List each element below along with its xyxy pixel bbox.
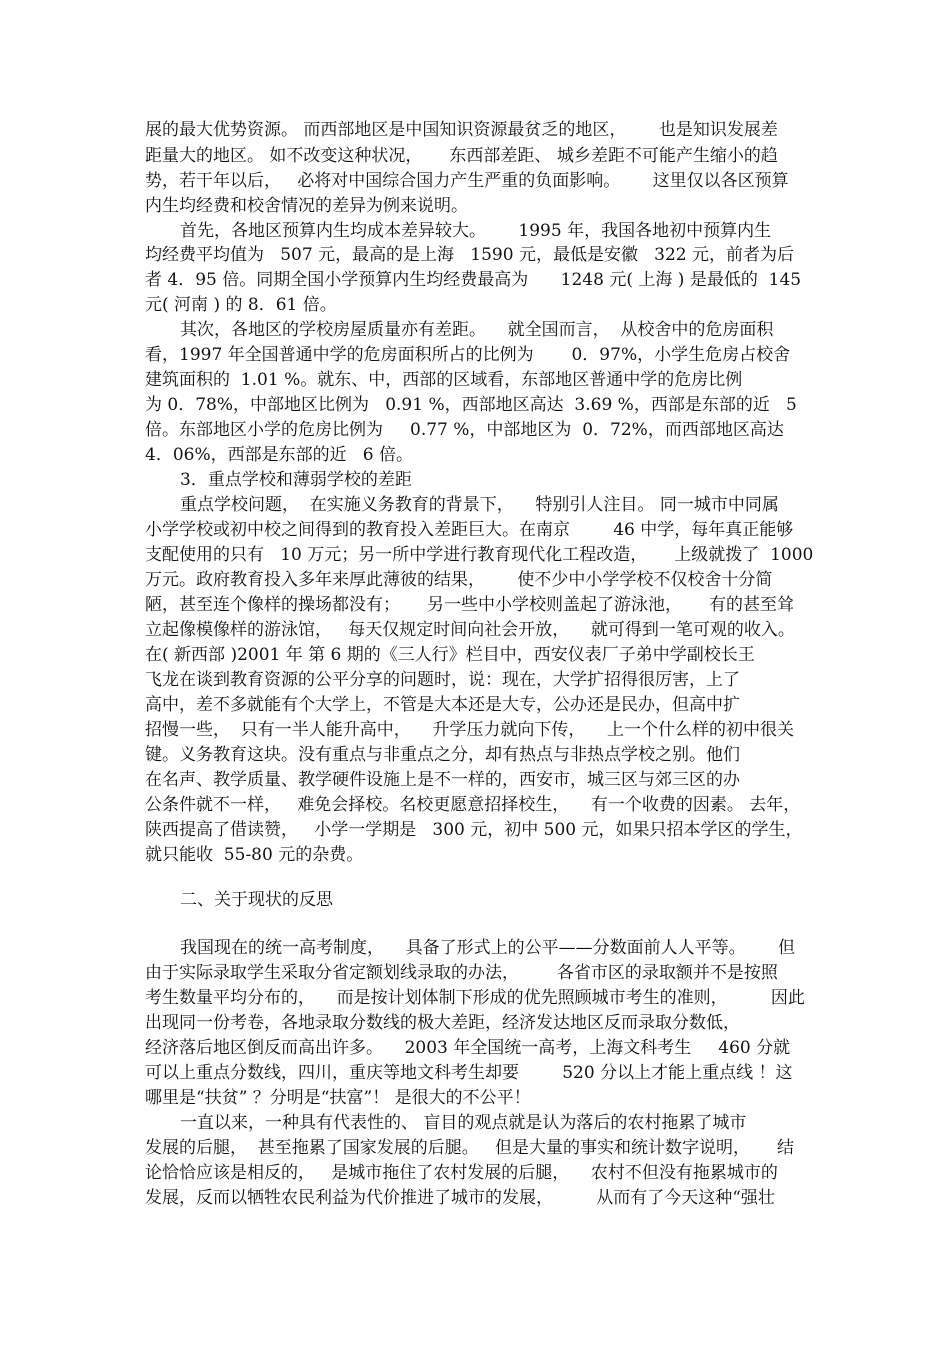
text-line: 经济落后地区倒反而高出许多。 2003 年全国统一高考，上海文科考生 460 分就 [145,1038,791,1058]
text-line: 由于实际录取学生采取分省定额划线录取的办法， 各省市区的录取额并不是按照 [145,963,778,983]
text-line: 飞龙在谈到教育资源的公平分享的问题时，说：现在，大学扩招得很厉害，上了 [145,670,740,690]
text-line: 出现同一份考卷，各地录取分数线的极大差距，经济发达地区反而录取分数低， [145,1013,740,1033]
text-line: 招慢一些， 只有一半人能升高中， 升学压力就向下传， 上一个什么样的初中很关 [145,720,795,740]
text-line: 建筑面积的 1.01 %。就东、中，西部的区域看，东部地区普通中学的危房比例 [145,370,743,390]
text-line: 高中，差不多就能有个大学上，不管是大本还是大专，公办还是民办，但高中扩 [145,695,740,715]
text-line: 展的最大优势资源。 而西部地区是中国知识资源最贫乏的地区， 也是知识发展差 [145,120,778,140]
text-line: 发展的后腿， 甚至拖累了国家发展的后腿。 但是大量的事实和统计数字说明， 结 [145,1138,795,1158]
paragraph-start-line: 一直以来，一种具有代表性的、 盲目的观点就是认为落后的农村拖累了城市 [180,1113,747,1133]
text-line: 键。义务教育这块。没有重点与非重点之分，却有热点与非热点学校之别。他们 [145,745,740,765]
text-line: 内生均经费和校舍情况的差异为例来说明。 [145,196,468,216]
text-line: 公条件就不一样， 难免会择校。名校更愿意招择校生， 有一个收费的因素。 去年， [145,795,801,815]
text-line: 4．06%，西部是东部的近 6 倍。 [145,445,414,465]
text-line: 立起像模像样的游泳馆， 每天仅规定时间向社会开放， 就可得到一笔可观的收入。 [145,620,795,640]
paragraph-start-line: 其次，各地区的学校房屋质量亦有差距。 就全国而言， 从校舍中的危房面积 [180,320,774,340]
text-line: 万元。政府教育投入多年来厚此薄彼的结果， 使不少中小学学校不仅校舍十分简 [145,570,773,590]
section-heading: 3．重点学校和薄弱学校的差距 [180,470,412,490]
text-line: 者 4．95 倍。同期全国小学预算内生均经费最高为 1248 元( 上海 ) 是最低的 145 [145,270,802,290]
text-line: 考生数量平均分布的， 而是按计划体制下形成的优先照顾城市考生的准则， 因此 [145,988,805,1008]
text-line: 可以上重点分数线，四川，重庆等地文科考生却要 520 分以上才能上重点线 ！这 [145,1063,793,1083]
text-line: 就只能收 55-80 元的杂费。 [145,845,364,865]
text-line: 元( 河南 ) 的 8．61 倍。 [145,295,337,315]
text-line: 发展，反而以牺牲农民利益为代价推进了城市的发展， 从而有了今天这种“强壮 [145,1188,775,1208]
text-line: 均经费平均值为 507 元，最高的是上海 1590 元，最低是安徽 322 元，前者为后 [145,245,795,265]
text-line: 论恰恰应该是相反的， 是城市拖住了农村发展的后腿， 农村不但没有拖累城市的 [145,1163,778,1183]
text-line: 在名声、教学质量、教学硬件设施上是不一样的，西安市，城三区与郊三区的办 [145,770,740,790]
text-line: 为 0．78%，中部地区比例为 0.91 %，西部地区高达 3.69 %，西部是东部的近 5 [145,395,797,415]
text-line: 在( 新西部 )2001 年 第 6 期的《三人行》栏目中，西安仪表厂子弟中学副校长王 [145,645,755,665]
text-line: 支配使用的只有 10 万元；另一所中学进行教育现代化工程改造， 上级就拨了 1000 [145,545,814,565]
paragraph-start-line: 重点学校问题， 在实施义务教育的背景下， 特别引人注目。 同一城市中同属 [180,495,779,515]
section-heading: 二、关于现状的反思 [180,890,333,910]
text-line: 哪里是“扶贫” ？分明是“扶富”！ 是很大的不公平！ [145,1088,531,1108]
text-line: 看，1997 年全国普通中学的危房面积所占的比例为 0．97%，小学生危房占校舍 [145,345,791,365]
text-line: 小学学校或初中校之间得到的教育投入差距巨大。在南京 46 中学，每年真正能够 [145,520,794,540]
paragraph-start-line: 我国现在的统一高考制度， 具备了形式上的公平——分数面前人人平等。 但 [180,938,796,958]
text-line: 势，若干年以后， 必将对中国综合国力产生严重的负面影响。 这里仅以各区预算 [145,171,789,191]
text-line: 陋，甚至连个像样的操场都没有； 另一些中小学校则盖起了游泳池， 有的甚至耸 [145,595,795,615]
text-line: 距量大的地区。 如不改变这种状况， 东西部差距、 城乡差距不可能产生缩小的趋 [145,146,778,166]
paragraph-start-line: 首先，各地区预算内生均成本差异较大。 1995 年，我国各地初中预算内生 [180,221,772,241]
text-line: 倍。东部地区小学的危房比例为 0.77 %，中部地区为 0．72%，而西部地区高达 [145,420,784,440]
text-line: 陕西提高了借读赞， 小学一学期是 300 元，初中 500 元，如果只招本学区的学生， [145,820,803,840]
